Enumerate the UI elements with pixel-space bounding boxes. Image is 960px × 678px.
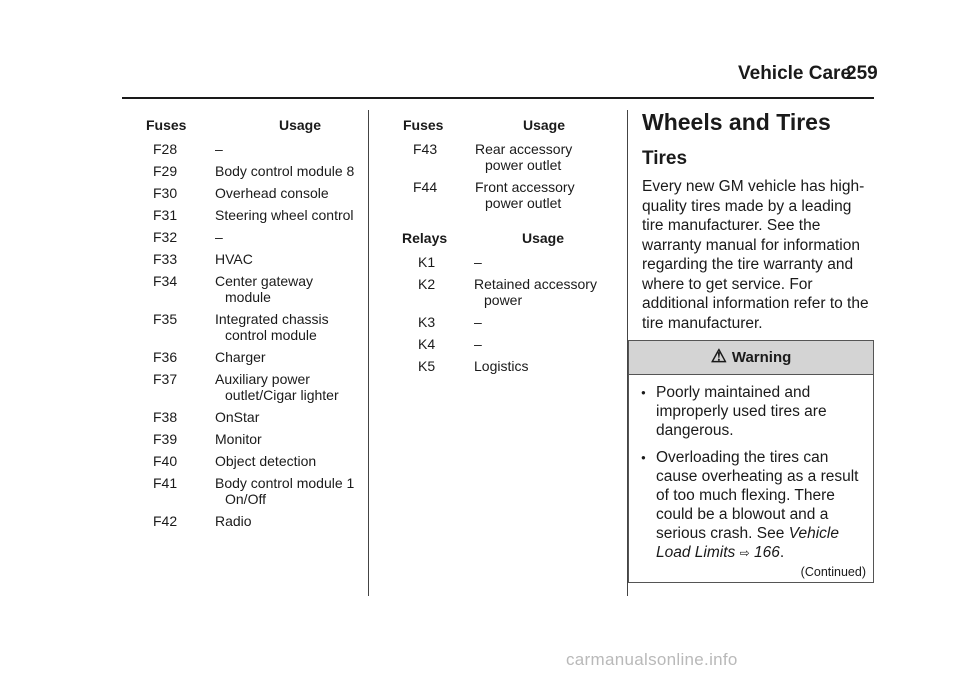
row-id: F38 xyxy=(153,409,178,425)
table-row xyxy=(140,371,360,403)
column-header-relays: Relays xyxy=(402,230,448,246)
row-usage: Retained accessory power xyxy=(474,276,597,308)
table-row xyxy=(403,141,613,173)
fuse-table-2 xyxy=(403,117,613,217)
relay-table xyxy=(402,230,612,380)
column-header-usage: Usage xyxy=(521,230,565,246)
page-ref-arrow-icon: ⇨ xyxy=(739,546,750,560)
row-usage: Center gateway module xyxy=(215,273,314,305)
table-row xyxy=(402,276,612,308)
warning-bullet-text: Poorly maintained and improperly used tires are dangerous. xyxy=(656,384,827,439)
row-id: F39 xyxy=(153,431,178,447)
bullet-glyph: ● xyxy=(641,388,646,397)
table-body xyxy=(403,141,613,211)
row-id: F31 xyxy=(153,207,178,223)
row-usage: Auxiliary power outlet/Cigar lighter xyxy=(215,371,339,403)
row-usage: Steering wheel control xyxy=(215,207,354,223)
continued-note: (Continued) xyxy=(800,565,866,579)
row-usage: Monitor xyxy=(215,431,262,447)
table-body xyxy=(402,254,612,374)
section-heading: Wheels and Tires xyxy=(642,109,831,135)
row-id: F43 xyxy=(413,141,438,157)
bullet-end: . xyxy=(779,544,785,561)
warning-title: Warning xyxy=(731,349,792,366)
row-id: F36 xyxy=(153,349,178,365)
row-usage: Charger xyxy=(215,349,266,365)
row-id: F29 xyxy=(153,163,178,179)
row-usage: HVAC xyxy=(215,251,253,267)
table-body xyxy=(140,141,360,529)
bullet-glyph: ● xyxy=(641,453,646,462)
row-id: F35 xyxy=(153,311,178,327)
bullet-text: Overloading the tires can cause overheating as a result of too much flexing. There could be a blowout and a serious crash. See xyxy=(656,449,859,542)
warning-bullet-text xyxy=(656,448,867,563)
row-id: F44 xyxy=(413,179,438,195)
row-id: F28 xyxy=(153,141,178,157)
fuse-table-1 xyxy=(140,117,360,535)
body-paragraph: Every new GM vehicle has high-quality tires made by a leading tire manufacturer. See the warranty manual for information regarding the tire warranty and where to get service. For additional information refer to the tire manufacturer. xyxy=(642,178,869,332)
table-header xyxy=(140,117,360,133)
warning-body xyxy=(629,375,873,563)
table-row xyxy=(403,179,613,211)
table-row xyxy=(140,431,360,447)
row-id: F41 xyxy=(153,475,178,491)
row-id: F32 xyxy=(153,229,178,245)
row-id: F42 xyxy=(153,513,178,529)
warning-header xyxy=(629,341,873,375)
table-row xyxy=(402,336,612,352)
row-usage: Rear accessory power outlet xyxy=(475,141,573,173)
row-id: F33 xyxy=(153,251,178,267)
row-usage: Body control module 1 On/Off xyxy=(215,475,355,507)
table-row xyxy=(402,358,612,374)
table-header xyxy=(403,117,613,133)
column-header-usage: Usage xyxy=(522,117,566,133)
row-usage: – xyxy=(474,314,482,330)
reference-title: Vehicle Load Limits xyxy=(656,525,839,561)
table-row xyxy=(402,254,612,270)
row-usage: Radio xyxy=(215,513,252,529)
watermark: carmanualsonline.info xyxy=(566,650,738,669)
table-row xyxy=(140,229,360,245)
row-usage: – xyxy=(215,141,223,157)
table-row xyxy=(140,409,360,425)
table-row xyxy=(402,314,612,330)
table-row xyxy=(140,475,360,507)
table-row xyxy=(140,513,360,529)
table-row xyxy=(140,141,360,157)
table-row xyxy=(140,185,360,201)
row-usage: – xyxy=(474,254,482,270)
row-usage: Integrated chassis control module xyxy=(215,311,329,343)
row-id: K3 xyxy=(418,314,436,330)
reference-page: 166 xyxy=(753,544,780,561)
row-usage: Body control module 8 xyxy=(215,163,355,179)
table-row xyxy=(140,207,360,223)
column-header-usage: Usage xyxy=(278,117,322,133)
table-row xyxy=(140,453,360,469)
row-id: F30 xyxy=(153,185,178,201)
row-usage: Object detection xyxy=(215,453,317,469)
row-usage: Overhead console xyxy=(215,185,329,201)
row-id: F37 xyxy=(153,371,178,387)
row-id: F40 xyxy=(153,453,178,469)
row-id: K1 xyxy=(418,254,436,270)
header-rule xyxy=(122,97,874,99)
page-number: 259 xyxy=(846,63,878,84)
row-usage: – xyxy=(474,336,482,352)
warning-bullet xyxy=(641,383,867,440)
row-usage: Front accessory power outlet xyxy=(475,179,575,211)
warning-bullet xyxy=(641,448,867,563)
column-header-fuses: Fuses xyxy=(403,117,444,133)
table-row xyxy=(140,349,360,365)
table-row xyxy=(140,273,360,305)
row-id: K4 xyxy=(418,336,436,352)
row-id: K2 xyxy=(418,276,436,292)
row-id: F34 xyxy=(153,273,178,289)
subsection-heading: Tires xyxy=(642,148,688,169)
row-usage: – xyxy=(215,229,223,245)
column-divider-1 xyxy=(368,110,369,596)
warning-icon: ⚠︎ xyxy=(710,346,727,366)
row-id: K5 xyxy=(418,358,436,374)
row-usage: OnStar xyxy=(215,409,260,425)
row-usage: Logistics xyxy=(474,358,529,374)
table-row xyxy=(140,311,360,343)
table-row xyxy=(140,251,360,267)
column-header-fuses: Fuses xyxy=(146,117,187,133)
table-header xyxy=(402,230,612,246)
table-row xyxy=(140,163,360,179)
section-title: Vehicle Care xyxy=(738,63,852,84)
warning-box xyxy=(628,340,874,583)
